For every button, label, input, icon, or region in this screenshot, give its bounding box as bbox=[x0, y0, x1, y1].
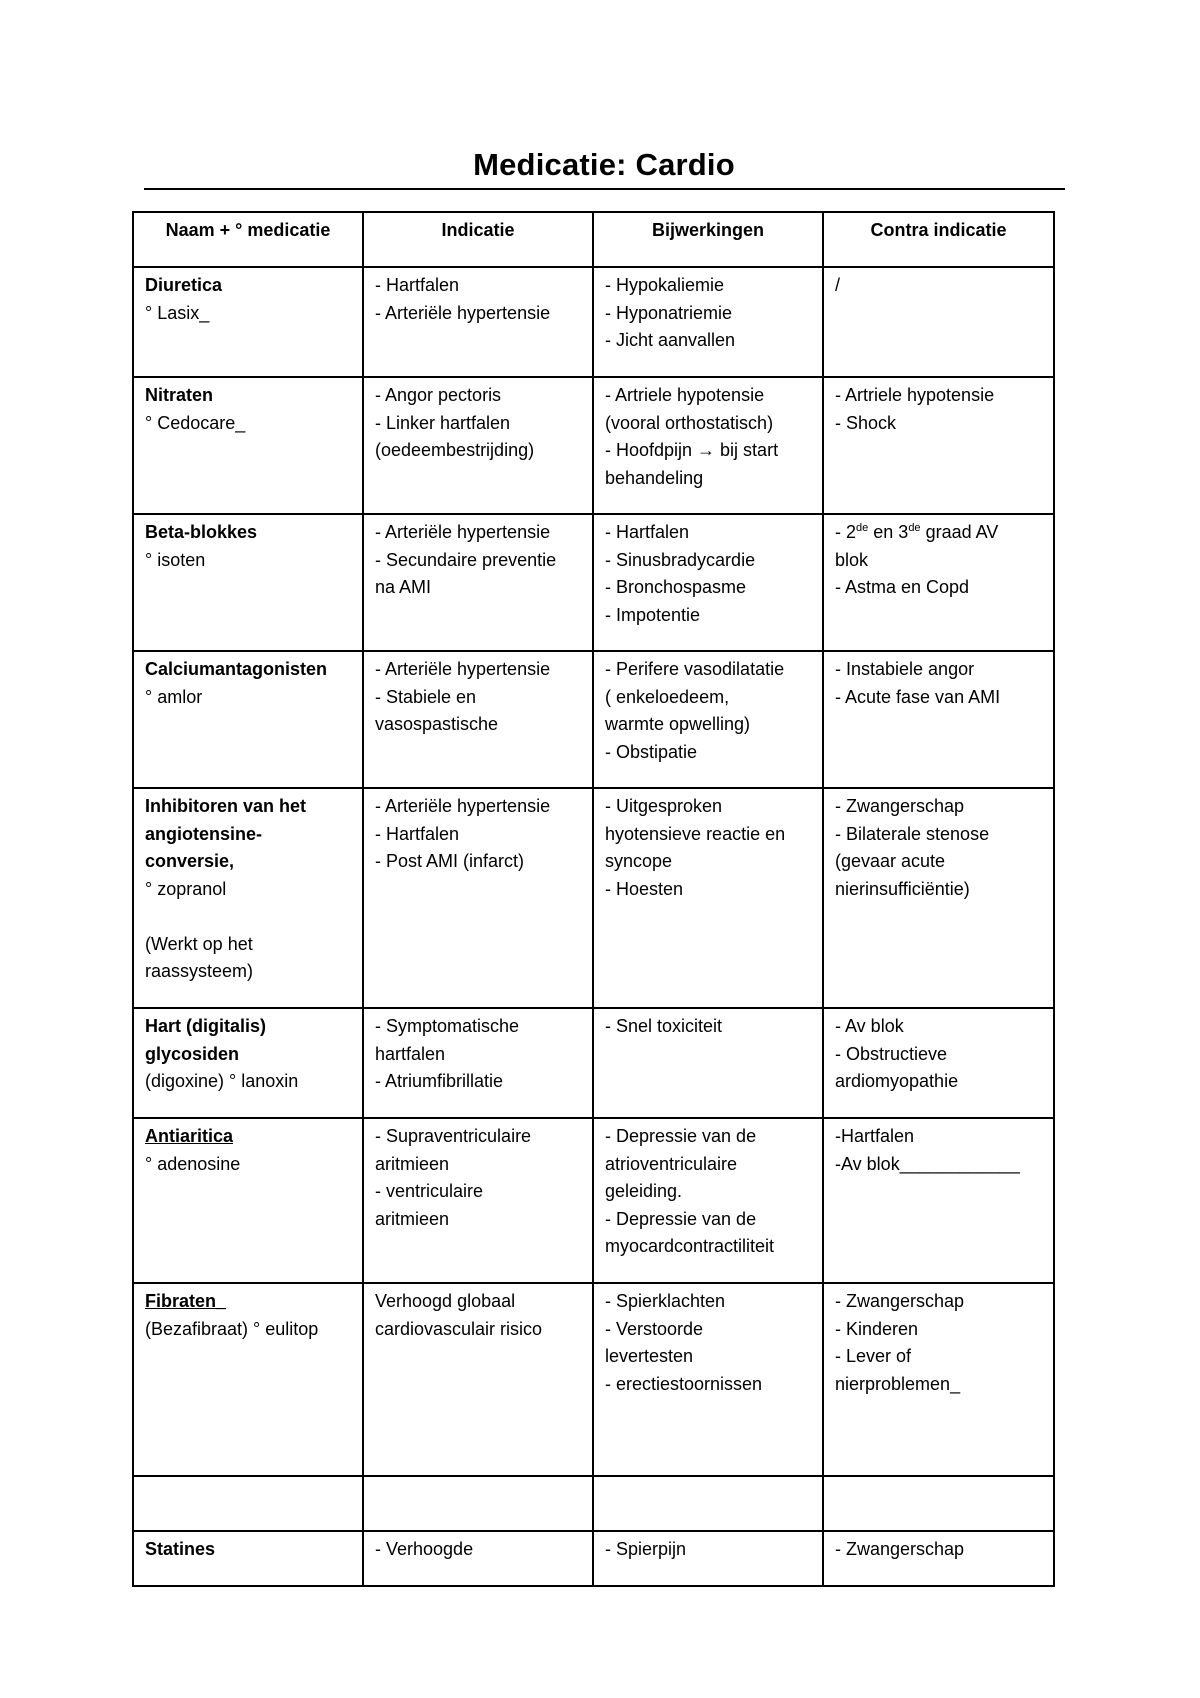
cell-contra-indicatie bbox=[823, 1118, 1054, 1283]
cell-line: - Sinusbradycardie bbox=[605, 549, 756, 570]
cell-line: nierproblemen_ bbox=[835, 1373, 961, 1394]
cell-line: - Hartfalen bbox=[605, 522, 690, 542]
cell-line: - Atriumfibrillatie bbox=[375, 1071, 504, 1091]
table-row bbox=[133, 1476, 1054, 1531]
cell-indicatie bbox=[363, 514, 593, 651]
cell-line: vasospastische bbox=[375, 714, 499, 734]
cell-bijwerkingen bbox=[593, 1008, 823, 1118]
cell-bijwerkingen bbox=[593, 1531, 823, 1586]
cell-line: - Jicht aanvallen bbox=[605, 330, 736, 350]
cell-indicatie bbox=[363, 1531, 593, 1586]
cell-bijwerkingen bbox=[593, 1283, 823, 1476]
medication-class-name: Inhibitoren van het angiotensine-conversie, bbox=[145, 796, 307, 871]
cell-contra-indicatie bbox=[823, 651, 1054, 788]
cell-line: (oedeembestrijding) bbox=[375, 440, 535, 460]
medication-class-name: Beta-blokkes bbox=[145, 522, 258, 542]
cell-line: - Lever of bbox=[835, 1346, 912, 1366]
cell-line: blok bbox=[835, 549, 869, 570]
cell-naam bbox=[133, 651, 363, 788]
medication-class-name: Diuretica bbox=[145, 275, 223, 295]
header-naam: Naam + ° medicatie bbox=[133, 212, 363, 267]
table-row bbox=[133, 651, 1054, 788]
cell-line: ardiomyopathie bbox=[835, 1071, 959, 1091]
cell-line: aritmieen bbox=[375, 1208, 450, 1229]
cell-indicatie bbox=[363, 1476, 593, 1531]
medication-brand: ° adenosine bbox=[145, 1153, 241, 1174]
medication-brand: ° Lasix_ bbox=[145, 302, 210, 323]
cell-line: - Arteriële hypertensie bbox=[375, 302, 551, 323]
cell-line: - Hypokaliemie bbox=[605, 275, 725, 295]
cell-line: geleiding. bbox=[605, 1181, 683, 1201]
cell-indicatie bbox=[363, 1118, 593, 1283]
cell-line: hyotensieve reactie en bbox=[605, 823, 786, 844]
cell-line: - Obstipatie bbox=[605, 741, 698, 762]
medication-class-name: Hart (digitalis) glycosiden bbox=[145, 1016, 267, 1064]
cell-line: warmte opwelling) bbox=[605, 714, 751, 734]
medication-brand: ° zopranol bbox=[145, 878, 227, 899]
cell-line: - Shock bbox=[835, 412, 897, 433]
cell-naam bbox=[133, 1531, 363, 1586]
cell-line: - Uitgesproken bbox=[605, 796, 723, 816]
cell-line: - Zwangerschap bbox=[835, 796, 965, 816]
cell-line: - Bilaterale stenose bbox=[835, 823, 990, 844]
medication-note-line: raassysteem) bbox=[145, 961, 254, 981]
medication-class-name: Antiaritica bbox=[145, 1126, 234, 1146]
cell-line: - ventriculaire bbox=[375, 1181, 484, 1201]
cell-line: - Linker hartfalen bbox=[375, 412, 511, 433]
table-row bbox=[133, 514, 1054, 651]
medication-brand: ° amlor bbox=[145, 686, 203, 707]
table-row bbox=[133, 1008, 1054, 1118]
cell-indicatie bbox=[363, 1008, 593, 1118]
medication-class-name: Calciumantagonisten bbox=[145, 659, 328, 679]
medication-table bbox=[132, 211, 1055, 1587]
cell-line: - Snel toxiciteit bbox=[605, 1016, 723, 1036]
cell-line: - Hyponatriemie bbox=[605, 302, 733, 323]
cell-line: - Post AMI (infarct) bbox=[375, 851, 525, 871]
medication-class-name: Fibraten_ bbox=[145, 1291, 227, 1311]
cell-line: - Angor pectoris bbox=[375, 385, 502, 405]
cell-line: - Arteriële hypertensie bbox=[375, 796, 551, 816]
cell-bijwerkingen bbox=[593, 377, 823, 514]
cell-line: - Bronchospasme bbox=[605, 577, 747, 597]
cell-line: - 2de en 3de graad AV bbox=[835, 522, 999, 542]
cell-bijwerkingen bbox=[593, 1118, 823, 1283]
cell-line: (vooral orthostatisch) bbox=[605, 412, 774, 433]
cell-line: levertesten bbox=[605, 1346, 694, 1366]
header-indicatie: Indicatie bbox=[363, 212, 593, 267]
cell-bijwerkingen bbox=[593, 788, 823, 1008]
medication-note bbox=[145, 931, 351, 986]
medication-class-name: Statines bbox=[145, 1539, 216, 1559]
cell-bijwerkingen bbox=[593, 267, 823, 377]
cell-bijwerkingen bbox=[593, 651, 823, 788]
table-row bbox=[133, 267, 1054, 377]
cell-line: aritmieen bbox=[375, 1153, 450, 1174]
medication-brand: ° Cedocare_ bbox=[145, 412, 246, 433]
cell-line: - Zwangerschap bbox=[835, 1291, 965, 1311]
title-underline bbox=[144, 188, 1065, 190]
cell-line: - Astma en Copd bbox=[835, 577, 970, 597]
table-row bbox=[133, 1283, 1054, 1476]
cell-line: - Supraventriculaire bbox=[375, 1126, 532, 1146]
cell-indicatie bbox=[363, 267, 593, 377]
cell-line: na AMI bbox=[375, 577, 432, 597]
cell-line: Verhoogd globaal bbox=[375, 1291, 516, 1311]
cell-line: - erectiestoornissen bbox=[605, 1373, 763, 1394]
medication-class-name: Nitraten bbox=[145, 385, 214, 405]
cell-indicatie bbox=[363, 377, 593, 514]
cell-line: - Artriele hypotensie bbox=[605, 385, 765, 405]
cell-line: - Arteriële hypertensie bbox=[375, 522, 551, 542]
cell-line: -Hartfalen bbox=[835, 1126, 915, 1146]
cell-naam bbox=[133, 514, 363, 651]
cell-line: - Zwangerschap bbox=[835, 1539, 965, 1559]
medication-brand: (Bezafibraat) ° eulitop bbox=[145, 1318, 319, 1339]
cell-line: - Verhoogde bbox=[375, 1539, 474, 1559]
cell-line: - Artriele hypotensie bbox=[835, 385, 995, 405]
cell-line: / bbox=[835, 275, 841, 295]
cell-naam bbox=[133, 1476, 363, 1531]
cell-indicatie bbox=[363, 788, 593, 1008]
cell-line: ( enkeloedeem, bbox=[605, 686, 730, 707]
cell-line: - Hartfalen bbox=[375, 275, 460, 295]
cell-indicatie bbox=[363, 651, 593, 788]
cell-line: - Acute fase van AMI bbox=[835, 686, 1001, 707]
cell-line: - Arteriële hypertensie bbox=[375, 659, 551, 679]
cell-line: (gevaar acute bbox=[835, 851, 946, 871]
cell-line: - Obstructieve bbox=[835, 1043, 948, 1064]
cell-line: -Av blok____________ bbox=[835, 1153, 1020, 1174]
cell-contra-indicatie bbox=[823, 1531, 1054, 1586]
cell-contra-indicatie bbox=[823, 1476, 1054, 1531]
cell-line: - Spierklachten bbox=[605, 1291, 726, 1311]
cell-line: - Depressie van de bbox=[605, 1126, 757, 1146]
cell-naam bbox=[133, 788, 363, 1008]
cell-line: - Spierpijn bbox=[605, 1539, 687, 1559]
header-contra-indicatie: Contra indicatie bbox=[823, 212, 1054, 267]
cell-line: - Symptomatische bbox=[375, 1016, 520, 1036]
cell-line: myocardcontractiliteit bbox=[605, 1236, 775, 1256]
cell-line: cardiovasculair risico bbox=[375, 1318, 543, 1339]
cell-line: - Impotentie bbox=[605, 604, 701, 625]
cell-naam bbox=[133, 1283, 363, 1476]
table-header-row bbox=[133, 212, 1054, 267]
medication-brand: ° isoten bbox=[145, 549, 206, 570]
table-body bbox=[133, 267, 1054, 1586]
cell-line: - Av blok bbox=[835, 1016, 904, 1036]
cell-line: hartfalen bbox=[375, 1043, 446, 1064]
cell-line: - Instabiele angor bbox=[835, 659, 975, 679]
cell-indicatie bbox=[363, 1283, 593, 1476]
table-row bbox=[133, 377, 1054, 514]
cell-line: - Hoesten bbox=[605, 878, 684, 899]
cell-contra-indicatie bbox=[823, 267, 1054, 377]
cell-contra-indicatie bbox=[823, 1283, 1054, 1476]
cell-line: - Hartfalen bbox=[375, 823, 460, 844]
cell-line: - Verstoorde bbox=[605, 1318, 704, 1339]
cell-line: - Hoofdpijn → bij start bbox=[605, 440, 779, 460]
cell-contra-indicatie bbox=[823, 788, 1054, 1008]
cell-contra-indicatie bbox=[823, 1008, 1054, 1118]
cell-line: - Perifere vasodilatatie bbox=[605, 659, 785, 679]
cell-line: syncope bbox=[605, 851, 673, 871]
medication-brand: (digoxine) ° lanoxin bbox=[145, 1071, 299, 1091]
cell-line: - Kinderen bbox=[835, 1318, 919, 1339]
cell-naam bbox=[133, 267, 363, 377]
header-bijwerkingen: Bijwerkingen bbox=[593, 212, 823, 267]
page-title: Medicatie: Cardio bbox=[473, 147, 735, 182]
cell-naam bbox=[133, 1118, 363, 1283]
cell-line: atrioventriculaire bbox=[605, 1153, 738, 1174]
cell-line: - Secundaire preventie bbox=[375, 549, 557, 570]
table-row bbox=[133, 1118, 1054, 1283]
cell-contra-indicatie bbox=[823, 377, 1054, 514]
cell-line: - Depressie van de bbox=[605, 1208, 757, 1229]
medication-note-line: (Werkt op het bbox=[145, 933, 253, 954]
table-row bbox=[133, 1531, 1054, 1586]
cell-naam bbox=[133, 1008, 363, 1118]
cell-naam bbox=[133, 377, 363, 514]
cell-bijwerkingen bbox=[593, 1476, 823, 1531]
table-row bbox=[133, 788, 1054, 1008]
cell-line: nierinsufficiëntie) bbox=[835, 878, 970, 899]
cell-contra-indicatie bbox=[823, 514, 1054, 651]
cell-line: behandeling bbox=[605, 467, 704, 488]
cell-bijwerkingen bbox=[593, 514, 823, 651]
cell-line: - Stabiele en bbox=[375, 686, 477, 707]
